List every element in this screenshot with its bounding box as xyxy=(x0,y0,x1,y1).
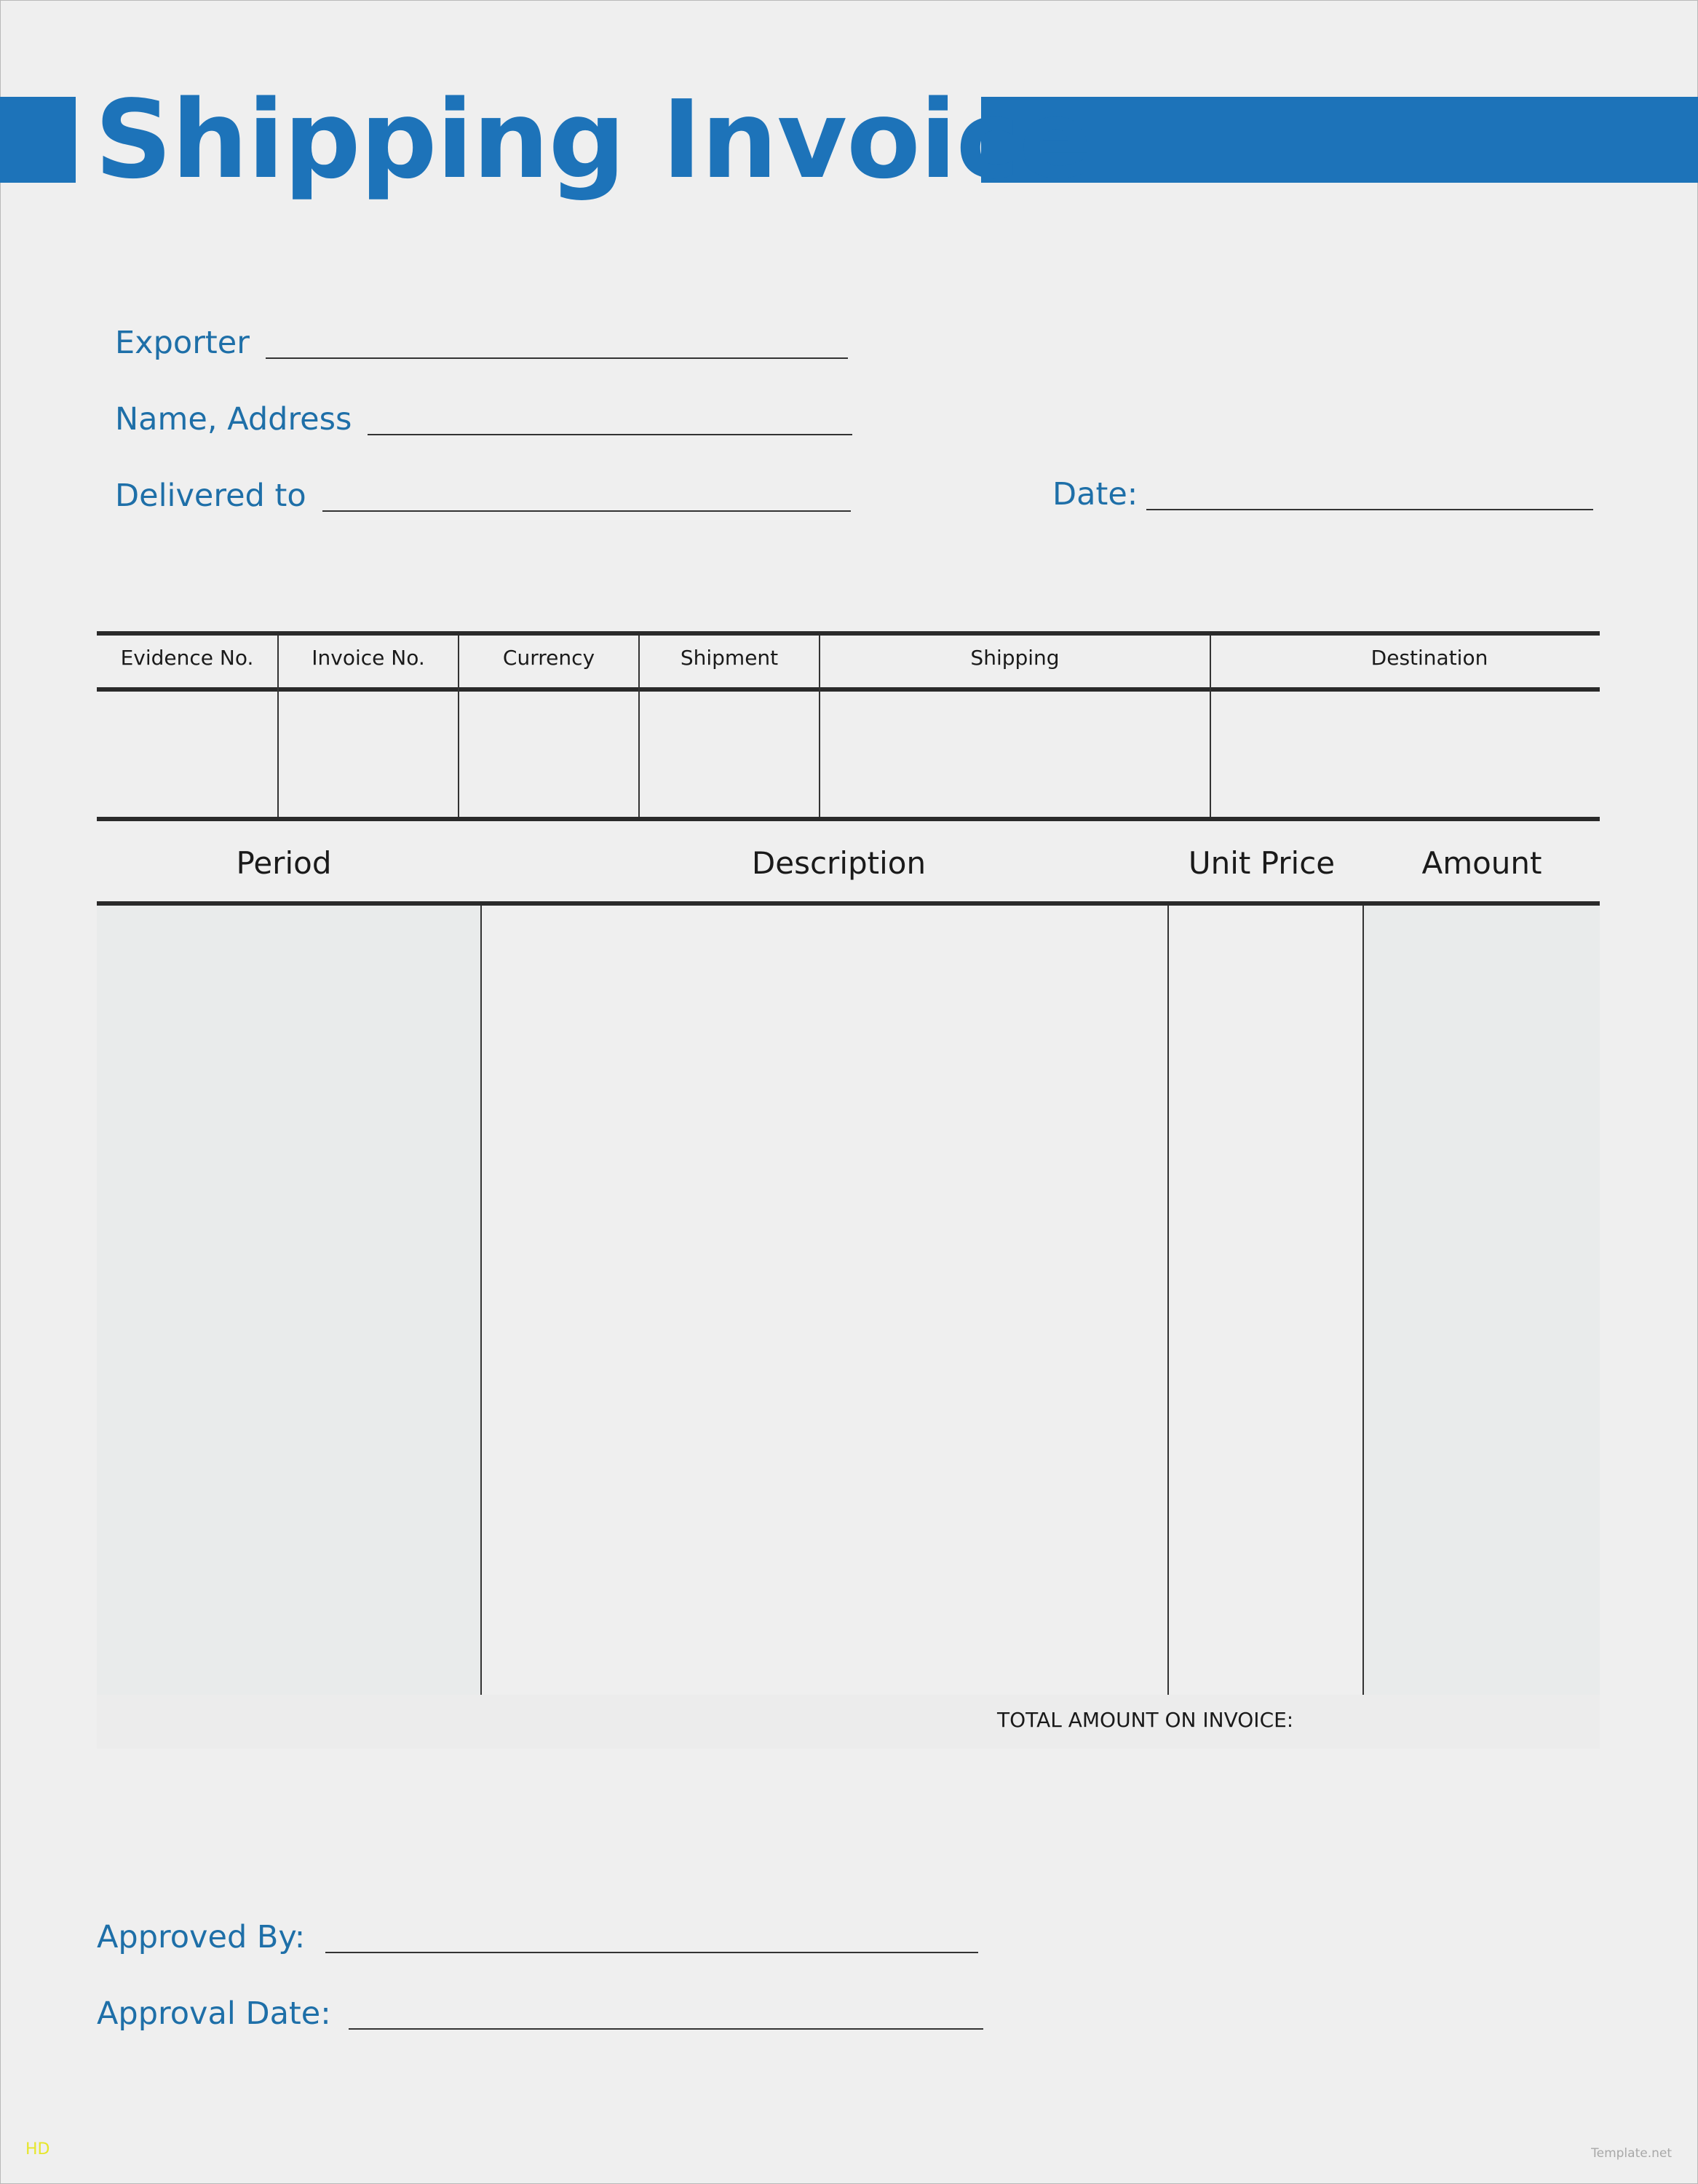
col-shipping: Shipping xyxy=(970,646,1060,670)
col-shipment: Shipment xyxy=(680,646,779,670)
items-col-divider xyxy=(1167,906,1169,1698)
total-amount-label: TOTAL AMOUNT ON INVOICE: xyxy=(997,1708,1294,1732)
col-unit-price: Unit Price xyxy=(1188,845,1336,881)
approved-by-label: Approved By: xyxy=(97,1919,306,1955)
exporter-field[interactable] xyxy=(115,325,848,361)
name-address-label: Name, Address xyxy=(115,401,352,438)
col-description: Description xyxy=(751,845,927,881)
col-currency: Currency xyxy=(502,646,595,670)
name-address-field[interactable] xyxy=(115,401,852,438)
shipping-cell-invoice[interactable] xyxy=(279,692,458,817)
date-label: Date: xyxy=(1052,476,1138,513)
corner-mark: HD xyxy=(25,2140,50,2159)
period-column-area[interactable] xyxy=(97,906,481,1695)
document-title: Shipping Invoice xyxy=(95,77,1092,202)
col-evidence-no: Evidence No. xyxy=(120,646,254,670)
col-invoice-no: Invoice No. xyxy=(312,646,425,670)
description-column-area[interactable] xyxy=(482,906,1167,1695)
unit-price-column-area[interactable] xyxy=(1169,906,1362,1695)
approval-date-line[interactable] xyxy=(349,2027,983,2030)
total-row xyxy=(97,1695,1600,1749)
date-line[interactable] xyxy=(1146,508,1593,510)
exporter-label: Exporter xyxy=(115,325,250,361)
template-watermark: Template.net xyxy=(1591,2146,1672,2161)
name-address-line[interactable] xyxy=(368,433,852,435)
col-destination: Destination xyxy=(1370,646,1488,670)
delivered-to-field[interactable] xyxy=(115,480,851,512)
shipping-cell-evidence[interactable] xyxy=(97,692,277,817)
approval-date-field[interactable] xyxy=(97,1995,983,2032)
shipping-table-bottom-rule xyxy=(97,817,1600,821)
delivered-to-label: Delivered to xyxy=(115,478,306,514)
items-col-divider xyxy=(1362,906,1364,1698)
shipping-cell-shipping[interactable] xyxy=(820,692,1210,817)
items-col-divider xyxy=(480,906,482,1698)
col-amount: Amount xyxy=(1421,845,1542,881)
approved-by-line[interactable] xyxy=(325,1951,978,1953)
shipping-cell-shipment[interactable] xyxy=(640,692,819,817)
date-field[interactable] xyxy=(1052,476,1593,513)
exporter-line[interactable] xyxy=(266,357,848,359)
shipping-cell-destination[interactable] xyxy=(1211,692,1600,817)
approval-date-label: Approval Date: xyxy=(97,1995,331,2032)
title-band-left xyxy=(0,97,76,183)
approved-by-field[interactable] xyxy=(97,1919,978,1955)
shipping-cell-currency[interactable] xyxy=(459,692,638,817)
delivered-to-line[interactable] xyxy=(322,510,851,512)
amount-column-area[interactable] xyxy=(1364,906,1600,1695)
col-period: Period xyxy=(236,845,332,881)
